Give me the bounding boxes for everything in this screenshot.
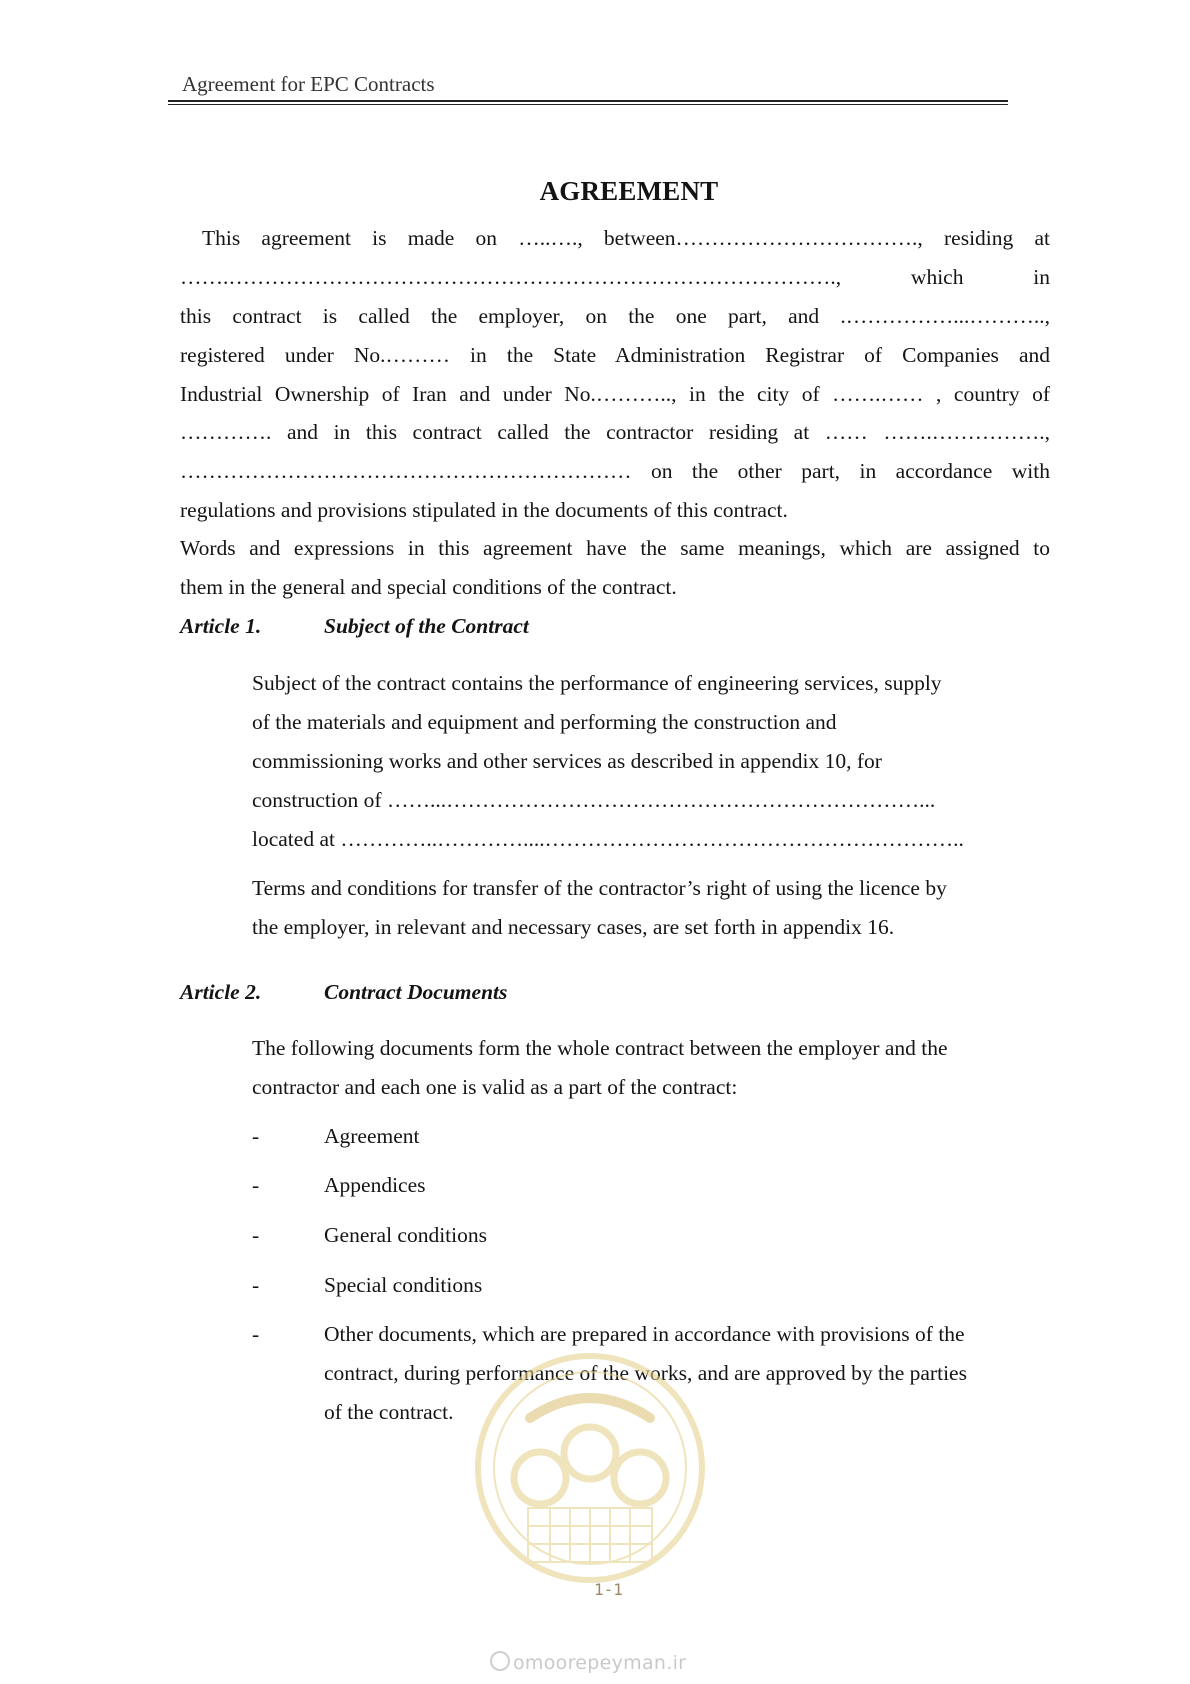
page-header xyxy=(168,70,1008,100)
article-title: Subject of the Contract xyxy=(324,614,529,638)
intro-line: regulations and provisions stipulated in the documents of this contract. xyxy=(180,498,788,522)
intro-line: Industrial Ownership of Iran and under No.……….., in the city of …….…… , country of xyxy=(180,382,1050,406)
intro-line: ……………………………………………………… on the other part, in accordance with xyxy=(180,459,1050,483)
list-item-text: Agreement xyxy=(324,1124,420,1148)
article-line: commissioning works and other services as described in appendix 10, for xyxy=(252,749,882,773)
bullet-dash: - xyxy=(252,1322,260,1346)
page-number: 1-1 xyxy=(594,1580,623,1599)
intro-line: …………. and in this contract called the contractor residing at …… …….……………., xyxy=(180,420,1050,444)
article-line: Subject of the contract contains the performance of engineering services, supply xyxy=(252,671,942,695)
site-watermark xyxy=(490,1651,686,1674)
list-item-text: contract, during performance of the works, and are approved by the parties xyxy=(324,1361,967,1385)
list-item-text: General conditions xyxy=(324,1223,487,1247)
document-title: AGREEMENT xyxy=(539,176,719,206)
header-title: Agreement for EPC Contracts xyxy=(182,72,435,96)
header-rule xyxy=(168,100,1008,102)
intro-line: this contract is called the employer, on the one part, and .……………...……….., xyxy=(180,304,1050,328)
globe-icon xyxy=(490,1651,510,1671)
site-name: omoorepeyman.ir xyxy=(513,1652,687,1674)
intro-line: registered under No.……… in the State Administration Registrar of Companies and xyxy=(180,343,1050,367)
list-item-text: of the contract. xyxy=(324,1400,454,1424)
article-line: contractor and each one is valid as a part of the contract: xyxy=(252,1075,738,1099)
article-line: Terms and conditions for transfer of the contractor’s right of using the licence by xyxy=(252,876,947,900)
watermark-seal-icon xyxy=(470,1348,710,1588)
article-number: Article 2. xyxy=(180,980,262,1004)
list-item-text: Appendices xyxy=(324,1173,426,1197)
article-line: The following documents form the whole contract between the employer and the xyxy=(252,1036,948,1060)
intro-line: Words and expressions in this agreement have the same meanings, which are assigned to xyxy=(180,536,1050,560)
list-item-text: Other documents, which are prepared in accordance with provisions of the xyxy=(324,1322,965,1346)
intro-line: them in the general and special conditions of the contract. xyxy=(180,575,677,599)
article-line: construction of ……...…………………………………………………………... xyxy=(252,788,936,812)
bullet-dash: - xyxy=(252,1124,260,1148)
intro-line: This agreement is made on …..…., between……………………………., residing at xyxy=(202,226,1050,250)
header-rule-thin xyxy=(168,104,1008,105)
bullet-dash: - xyxy=(252,1223,260,1247)
article-number: Article 1. xyxy=(180,614,262,638)
article-title: Contract Documents xyxy=(324,980,508,1004)
intro-line: …….…………………………………………………………………………., which in xyxy=(180,265,1050,289)
list-item-text: Special conditions xyxy=(324,1273,483,1297)
article-line: of the materials and equipment and performing the construction and xyxy=(252,710,837,734)
bullet-dash: - xyxy=(252,1173,260,1197)
article-line: the employer, in relevant and necessary cases, are set forth in appendix 16. xyxy=(252,915,895,939)
article-line: located at …………..…………....………………………………………………….. xyxy=(252,827,964,851)
bullet-dash: - xyxy=(252,1273,260,1297)
